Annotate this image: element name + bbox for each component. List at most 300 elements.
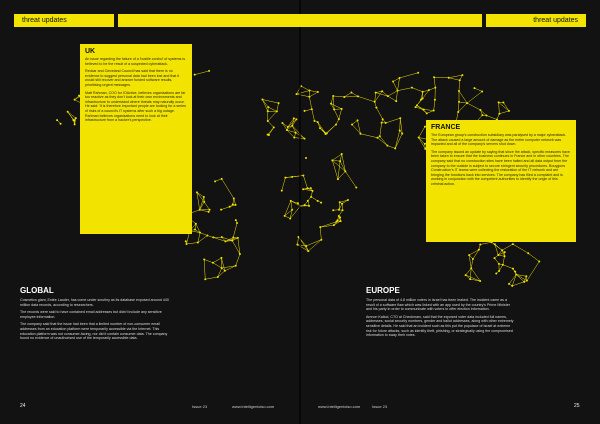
left-issue: Issue 23 <box>192 404 208 409</box>
network-link <box>213 263 222 268</box>
network-link <box>393 78 399 82</box>
network-node <box>342 209 344 211</box>
network-node <box>267 120 269 122</box>
network-link <box>204 202 209 210</box>
network-link <box>277 103 279 111</box>
network-node <box>498 270 500 272</box>
network-node <box>426 112 428 114</box>
network-node <box>319 226 321 228</box>
network-node <box>235 265 237 267</box>
network-link <box>197 192 204 197</box>
network-link <box>333 96 334 109</box>
network-link <box>309 91 317 92</box>
network-link <box>499 102 500 113</box>
network-node <box>287 126 289 128</box>
network-node <box>185 243 187 245</box>
network-node <box>268 134 270 136</box>
network-node <box>344 170 346 172</box>
section-tab-right: threat updates <box>486 14 586 27</box>
network-node <box>56 119 58 121</box>
network-node <box>333 224 335 226</box>
europe-title: EUROPE <box>366 286 400 295</box>
network-link <box>268 121 274 127</box>
left-page-number: 24 <box>20 403 26 409</box>
network-node <box>212 262 214 264</box>
network-node <box>185 240 187 242</box>
network-link <box>268 107 277 111</box>
header-bar <box>118 14 482 27</box>
network-node <box>311 190 313 192</box>
network-node <box>276 110 278 112</box>
network-node <box>208 70 210 72</box>
network-node <box>203 258 205 260</box>
network-link <box>308 240 321 251</box>
network-link <box>215 179 222 182</box>
network-node <box>472 258 474 260</box>
network-node <box>339 160 341 162</box>
network-node <box>376 137 378 139</box>
network-node <box>237 237 239 239</box>
network-link <box>509 275 516 284</box>
network-node <box>313 120 315 122</box>
network-node <box>302 188 304 190</box>
network-link <box>495 258 499 264</box>
network-node <box>341 108 343 110</box>
global-paragraph: The company said that the issue had been that a limited number of non-consumer email addresses from an education platform were temporarily accessible via the Internet. This education platform was not consumer-facing, nor did it contain consumer data. The company found no evidence of unauthorised use of the temporarily accessible data. <box>20 322 168 341</box>
network-node <box>428 89 430 91</box>
network-node <box>485 115 487 117</box>
network-link <box>205 277 218 279</box>
network-node <box>295 132 297 134</box>
network-node <box>220 257 222 259</box>
global-paragraph: The records were said to have contained email addresses but didn't include any sensitive employee information. <box>20 310 162 319</box>
left-site-url[interactable]: www.intelligentciso.com <box>232 404 275 409</box>
network-link <box>393 82 397 91</box>
network-node <box>310 187 312 189</box>
network-node <box>422 97 424 99</box>
network-node <box>494 243 496 245</box>
network-node <box>73 120 75 122</box>
network-node <box>290 200 292 202</box>
network-node <box>224 270 226 272</box>
network-link <box>512 282 524 286</box>
network-link <box>282 178 286 191</box>
network-node <box>375 92 377 94</box>
network-link <box>309 92 317 97</box>
network-node <box>433 110 435 112</box>
network-link <box>417 105 424 109</box>
network-node <box>308 205 310 207</box>
network-node <box>305 157 307 159</box>
network-node <box>336 219 338 221</box>
network-node <box>333 108 335 110</box>
network-link <box>303 176 307 189</box>
network-link <box>388 96 396 101</box>
network-node <box>468 254 470 256</box>
network-node <box>501 249 503 251</box>
network-node <box>235 204 237 206</box>
network-node <box>469 278 471 280</box>
network-node <box>359 133 361 135</box>
network-node <box>307 250 309 252</box>
network-node <box>392 81 394 83</box>
network-node <box>470 267 472 269</box>
network-node <box>355 186 357 188</box>
network-node <box>75 117 77 119</box>
network-link <box>186 243 197 244</box>
network-link <box>334 109 342 110</box>
network-node <box>339 201 341 203</box>
network-link <box>434 100 435 111</box>
network-node <box>338 118 340 120</box>
network-node <box>331 159 333 161</box>
network-node <box>229 206 231 208</box>
network-link <box>200 210 209 212</box>
network-node <box>307 200 309 202</box>
network-node <box>220 209 222 211</box>
network-node <box>206 235 208 237</box>
network-link <box>311 197 318 201</box>
network-link <box>380 123 382 136</box>
network-node <box>74 123 76 125</box>
europe-section <box>366 286 514 341</box>
network-node <box>343 96 345 98</box>
network-link <box>395 134 402 149</box>
network-node <box>221 236 223 238</box>
network-link <box>305 109 312 111</box>
network-link <box>398 78 400 91</box>
network-node <box>320 202 322 204</box>
network-node <box>317 200 319 202</box>
network-node <box>293 117 295 119</box>
france-callout <box>426 120 576 242</box>
network-link <box>399 73 418 78</box>
network-node <box>504 255 506 257</box>
network-link <box>480 242 491 244</box>
network-node <box>267 110 269 112</box>
network-link <box>499 111 509 114</box>
network-node <box>416 104 418 106</box>
network-node <box>199 209 201 211</box>
network-node <box>502 264 504 266</box>
network-node <box>461 74 463 76</box>
right-issue: Issue 23 <box>372 404 388 409</box>
section-tab-left: threat updates <box>14 14 114 27</box>
network-node <box>479 243 481 245</box>
network-node <box>523 281 525 283</box>
network-node <box>350 92 352 94</box>
network-node <box>286 129 288 131</box>
network-link <box>320 128 326 133</box>
network-node <box>308 90 310 92</box>
network-link <box>458 103 467 112</box>
network-node <box>209 209 211 211</box>
europe-paragraph: The personal data of 4.8 million voters in Israel has been leaked. The incident came as a result of a software flaw which was linked with an app used by the country's Prime Minister and his party in order to communicate with voters to offer election information. <box>366 298 510 312</box>
network-link <box>387 146 395 149</box>
network-node <box>311 108 313 110</box>
network-node <box>235 219 237 221</box>
network-link <box>358 96 375 101</box>
uk-paragraph: Matt Rahman, COO for IOActive, believes organisations are far too reactive as they don't look at their own environments and infrastructure to understand where threats may naturally occur. He said: 'It is therefore important people are looking for a series of risks of a council's IT systems after such a big outage. Rahman believes organisations need to look at their infrastructure from a hacker's perspective. <box>85 90 186 123</box>
network-node <box>514 271 516 273</box>
network-node <box>231 240 233 242</box>
france-title: FRANCE <box>431 124 461 131</box>
network-node <box>508 110 510 112</box>
network-node <box>434 87 436 89</box>
network-node <box>411 87 413 89</box>
network-node <box>340 220 342 222</box>
network-node <box>203 201 205 203</box>
network-node <box>459 79 461 81</box>
france-paragraph: The European group's construction subsidiary was paralysed by a major cyberattack. The attack caused a large amount of damage as the entire computer network was impacted and all of the company's servers shut down. <box>431 133 567 147</box>
network-node <box>479 109 481 111</box>
network-link <box>312 109 315 121</box>
network-node <box>458 101 460 103</box>
network-link <box>486 116 497 120</box>
network-link <box>449 75 463 78</box>
network-node <box>512 243 514 245</box>
network-node <box>208 211 210 213</box>
network-node <box>481 114 483 116</box>
network-link <box>352 120 357 124</box>
network-link <box>333 96 344 97</box>
network-node <box>347 199 349 201</box>
network-node <box>465 274 467 276</box>
network-node <box>284 215 286 217</box>
network-node <box>375 107 377 109</box>
network-node <box>339 216 341 218</box>
network-link <box>332 160 338 179</box>
network-link <box>320 225 334 227</box>
network-node <box>214 180 216 182</box>
network-node <box>74 99 76 101</box>
network-node <box>498 113 500 115</box>
network-node <box>197 242 199 244</box>
network-node <box>385 122 387 124</box>
network-link <box>306 240 321 246</box>
network-node <box>196 191 198 193</box>
network-node <box>498 101 500 103</box>
network-node <box>433 76 435 78</box>
network-node <box>457 111 459 113</box>
network-node <box>381 90 383 92</box>
network-node <box>67 111 69 113</box>
network-link <box>513 244 528 253</box>
network-link <box>503 256 505 264</box>
network-node <box>305 245 307 247</box>
network-link <box>424 109 434 110</box>
network-link <box>332 160 340 161</box>
network-node <box>398 77 400 79</box>
network-link <box>388 91 398 96</box>
network-node <box>357 95 359 97</box>
network-link <box>470 279 480 281</box>
network-node <box>212 236 214 238</box>
network-node <box>289 218 291 220</box>
network-node <box>273 126 275 128</box>
network-node <box>512 268 514 270</box>
network-link <box>528 253 539 261</box>
global-paragraph: Cosmetics giant, Estée Lauder, has come under scrutiny as its database exposed around 440 million data records, according to researchers. <box>20 298 169 307</box>
network-node <box>199 232 201 234</box>
network-node <box>374 101 376 103</box>
network-node <box>498 263 500 265</box>
network-node <box>281 122 283 124</box>
network-node <box>194 74 196 76</box>
network-link <box>218 268 222 277</box>
network-node <box>60 123 62 125</box>
network-link <box>331 96 333 104</box>
network-node <box>338 209 340 211</box>
network-link <box>221 207 229 210</box>
network-node <box>381 122 383 124</box>
network-link <box>334 109 339 119</box>
network-node <box>481 90 483 92</box>
network-link <box>195 71 209 75</box>
network-link <box>417 105 427 113</box>
network-link <box>471 259 473 268</box>
network-node <box>304 204 306 206</box>
network-link <box>338 161 340 179</box>
network-link <box>233 223 237 238</box>
network-node <box>320 239 322 241</box>
network-node <box>397 90 399 92</box>
network-link <box>380 136 388 145</box>
network-link <box>376 108 382 120</box>
network-node <box>538 260 540 262</box>
network-link <box>236 254 240 266</box>
network-link <box>351 93 358 97</box>
network-link <box>326 125 336 134</box>
network-node <box>267 106 269 108</box>
network-link <box>204 259 205 279</box>
network-node <box>337 178 339 180</box>
network-node <box>319 127 321 129</box>
network-node <box>502 101 504 103</box>
network-link <box>429 88 435 91</box>
network-node <box>194 228 196 230</box>
network-link <box>232 241 240 254</box>
network-node <box>330 103 332 105</box>
network-link <box>282 123 287 130</box>
network-node <box>317 91 319 93</box>
network-node <box>525 275 527 277</box>
network-link <box>434 77 435 87</box>
network-node <box>386 145 388 147</box>
network-node <box>395 100 397 102</box>
network-link <box>197 192 200 209</box>
network-link <box>360 134 377 138</box>
network-link <box>400 118 401 130</box>
network-link <box>291 201 292 210</box>
network-node <box>303 138 305 140</box>
network-node <box>497 254 499 256</box>
uk-paragraph: Redcar and Cleveland Council has said that there is no evidence to suggest personal data had been lost and that it would still recover and answer funded software results, prioritising urgent messages. <box>85 69 180 87</box>
uk-callout <box>80 44 192 234</box>
network-node <box>504 251 506 253</box>
network-link <box>344 96 358 97</box>
network-link <box>238 238 240 254</box>
network-node <box>434 99 436 101</box>
network-node <box>236 222 238 224</box>
network-node <box>423 108 425 110</box>
right-page-number: 25 <box>574 403 580 409</box>
network-node <box>224 240 226 242</box>
network-link <box>398 88 412 91</box>
right-site-url[interactable]: www.intelligentciso.com <box>318 404 361 409</box>
network-node <box>304 110 306 112</box>
network-node <box>341 203 343 205</box>
network-link <box>320 227 321 240</box>
network-node <box>261 98 263 100</box>
network-link <box>344 93 351 97</box>
network-link <box>200 233 207 236</box>
network-node <box>415 106 417 108</box>
network-node <box>239 253 241 255</box>
network-link <box>339 109 342 119</box>
network-node <box>379 135 381 137</box>
network-link <box>340 161 345 171</box>
network-node <box>526 280 528 282</box>
network-link <box>503 265 513 269</box>
network-node <box>310 196 312 198</box>
network-node <box>527 252 529 254</box>
network-node <box>233 198 235 200</box>
network-link <box>527 261 539 280</box>
network-link <box>467 91 482 103</box>
network-link <box>412 88 423 92</box>
network-node <box>479 280 481 282</box>
france-paragraph: The company issued an update by saying that since the attack, specific measures have been taken to ensure that the business continues in France and in other countries. The company said that no construction sites have been halted and all data output from the company to the outside is subject to secure stringent security procedures. Bouygues Construction's IT teams were collecting the restoration of the IT network and are bringing the functions back into services. The company has filed a complaint and is working in conjunction with the competent authorities to identify the origin of this criminal action. <box>431 149 570 186</box>
network-node <box>401 133 403 135</box>
network-link <box>419 127 425 138</box>
network-node <box>357 119 359 121</box>
network-node <box>399 130 401 132</box>
network-node <box>466 102 468 104</box>
network-link <box>396 91 397 101</box>
network-link <box>474 88 482 91</box>
network-node <box>291 125 293 127</box>
network-node <box>418 137 420 139</box>
network-link <box>459 102 467 103</box>
network-link <box>222 179 234 199</box>
network-node <box>295 118 297 120</box>
network-node <box>325 133 327 135</box>
network-node <box>494 257 496 259</box>
network-link <box>204 259 213 262</box>
network-node <box>302 175 304 177</box>
network-link <box>459 80 460 91</box>
network-link <box>395 131 400 149</box>
network-link <box>282 123 287 127</box>
network-node <box>399 117 401 119</box>
network-node <box>317 121 319 123</box>
network-link <box>345 171 356 187</box>
network-node <box>508 283 510 285</box>
network-link <box>499 265 503 271</box>
network-node <box>204 278 206 280</box>
network-node <box>221 267 223 269</box>
network-node <box>203 196 205 198</box>
network-node <box>232 203 234 205</box>
network-node <box>495 272 497 274</box>
network-link <box>340 200 348 202</box>
global-section <box>20 286 170 344</box>
network-link <box>213 258 221 263</box>
network-node <box>195 223 197 225</box>
page-gutter <box>299 0 301 424</box>
network-link <box>502 244 513 250</box>
